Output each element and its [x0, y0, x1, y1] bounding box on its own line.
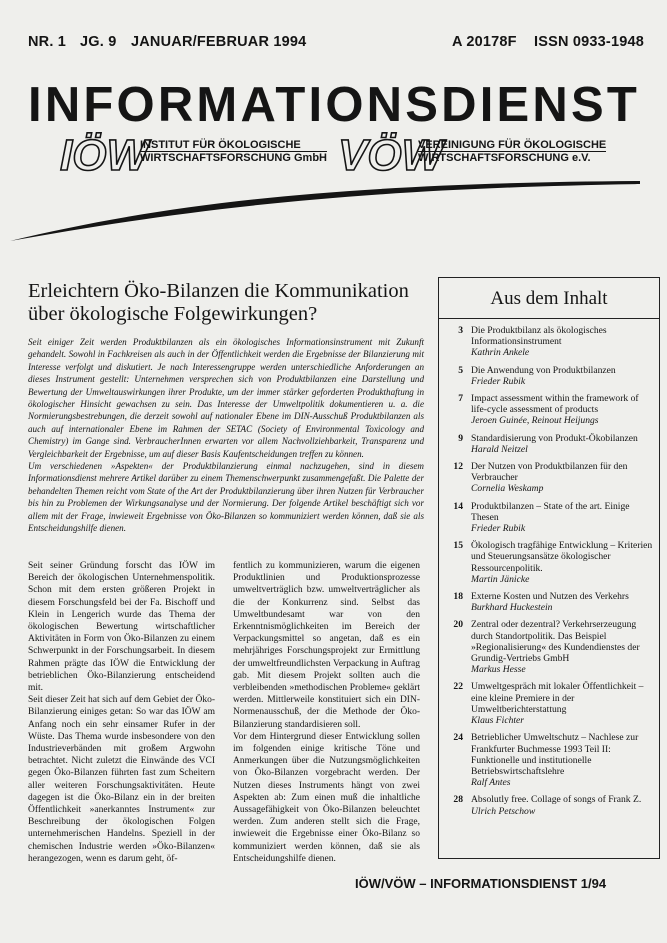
abstract-paragraph: Seit einiger Zeit werden Produktbilanzen als ein ökologisches Informationsinstrument mit Zukunft gehandelt. Sowohl in Fachkreisen als auch in der Öffentlichkeit werden die Ergebnisse der Bilanzierung mit Interesse verfolgt und diskutiert. Je nach Interessengruppe werden unterschiedliche Anforderungen an dieses Instrument gestellt: Unternehmen versprechen sich von Produktbilanzen eine Darstellung und Bewertung der Umweltauswirkungen ihrer Produkte, um der immer stärker geforderten Produkthaftung in ökologischer Hinsicht gewachsen zu sein. Das Interesse der Umweltpolitik dokumentieren u. a. die Normierungsbestrebungen, die derzeit sowohl auf nationaler Ebene im DIN-Ausschuß Produktbilanzen als auch auf internationaler Ebene im Rahmen der SETAC (Society of Environmental Toxicology and Chemistry) im Gange sind. VerbraucherInnen erwarten vor allem Nachvollziehbarkeit, Transparenz und Vergleichbarkeit der Ergebnisse, um auf dieser Basis Kaufentscheidungen treffen zu können. [28, 337, 424, 459]
body-paragraph: Seit seiner Gründung forscht das IÖW im Bereich der ökologischen Unternehmenspolitik. Schon mit dem ersten größeren Projekt in diesem Forschungsfeld bei der Fa. Bischoff und Klein in Lengerich wurde das Thema der ökologischen Bewertung wirtschaftlicher Aktivitäten in Form von Öko-Bilanzen zu einem Schwerpunkt in der Forschungsarbeit. In diesem Rahmen prägte das IÖW die Entwicklung der betrieblichen Öko-Bilanzierung entscheidend mit. [28, 561, 215, 694]
contents-item-title: Produktbilanzen – State of the art. Einige Thesen [471, 500, 630, 523]
contents-page-number: 3 [458, 325, 463, 336]
contents-item [439, 681, 653, 726]
contents-item-title: Betrieblicher Umweltschutz – Nachlese zur Frankfurter Buchmesse 1993 Teil II: Funktionelle und institutionelle Betriebswirtschaftslehre [471, 732, 639, 777]
contents-item-author: Cornelia Weskamp [471, 483, 544, 495]
contents-item [439, 325, 653, 359]
contents-page-number: 14 [453, 500, 463, 512]
contents-item-title: Ökologisch tragfähige Entwicklung – Kriterien und Steuerungsansätze ökologischer Ressourcenpolitik. [471, 540, 653, 574]
iow-name-line2: WIRTSCHAFTSFORSCHUNG GmbH [140, 152, 327, 164]
contents-item-author: Kathrin Ankele [471, 347, 530, 359]
contents-item [439, 732, 653, 788]
volume: JG. 9 [80, 34, 117, 50]
issn: ISSN 0933-1948 [534, 34, 645, 50]
contents-item [439, 393, 653, 427]
vow-name-line2: WIRTSCHAFTSFORSCHUNG e.V. [418, 152, 591, 164]
contents-item-author: Ulrich Petschow [471, 805, 536, 817]
contents-item-author: Martin Jänicke [471, 573, 530, 585]
contents-item [439, 365, 653, 387]
contents-item-author: Frieder Rubik [471, 375, 526, 387]
contents-item-title: Impact assessment within the framework of life-cycle assessment of products [471, 393, 639, 416]
swoosh-decoration [0, 175, 667, 245]
contents-page-number: 18 [453, 591, 463, 603]
contents-item-title: Standardisierung von Produkt-Ökobilanzen [471, 432, 638, 444]
body-column-2 [233, 560, 420, 865]
vow-logo-text: VÖW [338, 131, 444, 180]
contents-list [439, 325, 659, 817]
contents-item-title: Die Produktbilanz als ökologisches Informationsinstrument [471, 325, 607, 348]
contents-item-author: Jeroen Guinée, Reinout Heijungs [471, 415, 599, 427]
iow-logo-icon [60, 131, 148, 180]
contents-item-author: Markus Hesse [471, 664, 526, 676]
contents-item-title: Zentral oder dezentral? Verkehrserzeugung durch Standortpolitik. Das Beispiel »Regionalisierung« des Kundendienstes der Grundig-Vertriebs GmbH [471, 619, 640, 665]
contents-page-number: 5 [458, 364, 463, 376]
article-abstract [28, 336, 424, 535]
contents-item [439, 433, 653, 455]
contents-item-title: Der Nutzen von Produktbilanzen für den Verbraucher [471, 461, 628, 484]
vow-logo-icon [338, 131, 444, 180]
issue-number: NR. 1 [28, 34, 67, 50]
postal-code: A 20178F [452, 34, 517, 50]
contents-item [439, 591, 653, 613]
contents-item-author: Frieder Rubik [471, 523, 526, 535]
contents-page-number: 22 [453, 681, 463, 693]
iow-logo-block [60, 131, 330, 180]
contents-page-number: 28 [453, 794, 463, 806]
article-headline: Erleichtern Öko-Bilanzen die Kommunikation über ökologische Folgewirkungen? [28, 280, 409, 325]
body-paragraph: fentlich zu kommunizieren, warum die eigenen Produktlinien und Produktionsprozesse umweltverträglich bzw. umweltverträglicher als die der Konkurrenz sind. Selbst das Umweltbundesamt war von den Erkenntnismöglichkeiten im Bereich der Verpackungsmittel so angetan, daß es ein mehrjähriges Forschungsprojekt zur Ermittlung der umweltfreundlichsten Verpackung in Auftrag gab. Mit diesem Projekt sollten auch die verbleibenden »methodischen Probleme« geklärt werden. Mittlerweile konstituiert sich ein DIN-Normenausschuß, der die Methode der Öko-Bilanzierung standardisieren soll. [233, 561, 420, 730]
contents-item [439, 794, 653, 816]
contents-item [439, 619, 653, 675]
contents-item-title: Umweltgespräch mit lokaler Öffentlichkeit – eine kleine Premiere in der Umweltberichterstattung [471, 681, 644, 715]
contents-item-author: Ralf Antes [471, 777, 511, 789]
masthead-title: INFORMATIONSDIENST [28, 78, 641, 132]
iow-name-line1: INSTITUT FÜR ÖKOLOGISCHE [140, 139, 327, 152]
contents-page-number: 7 [458, 393, 463, 405]
contents-item [439, 501, 653, 535]
contents-item-title: Die Anwendung von Produktbilanzen [471, 364, 616, 376]
contents-title: Aus dem Inhalt [490, 288, 608, 309]
body-paragraph: Seit dieser Zeit hat sich auf dem Gebiet der Öko-Bilanzierung einiges getan: So war das IÖW am Anfang noch ein sehr einsamer Rufer in der Wüste. Das Thema wurde insbesondere von den Industrieverbänden mit großem Argwohn betrachtet. Nicht zuletzt die Einwände des VCI gegen Öko-Bilanzen führten fast zum Scheitern aller weiteren Forschungsaktivitäten. Heute dagegen ist die Öko-Bilanz ein in der breiten Öffentlichkeit »anerkanntes Instrument« zur Beschreibung der ökologischen Folgen unternehmerischen Handelns. Speziell in der chemischen Industrie werden »Öko-Bilanzen« herangezogen, wenn es darum geht, öf- [28, 695, 215, 864]
footer-title: IÖW/VÖW – INFORMATIONSDIENST 1/94 [355, 876, 607, 891]
vow-logo-block [338, 131, 638, 180]
contents-item-author: Harald Neitzel [471, 443, 528, 455]
body-paragraph: Vor dem Hintergrund dieser Entwicklung sollen im folgenden einige kritische Töne und Anmerkungen über die Nutzungsmöglichkeiten von Öko-Bilanzen vorgebracht werden. Der Nutzen dieses Instruments hängt von zwei Aspekten ab: Zum einen muß die inhaltliche Aussagefähigkeit von Öko-Bilanzen beleuchtet werden. Zum anderen stellt sich die Frage, inwieweit die Ergebnisse einer Öko-Bilanz so kommuniziert werden können, daß sie als Entscheidungshilfe dienen. [233, 731, 420, 864]
contents-item [439, 540, 653, 585]
issue-date: JANUAR/FEBRUAR 1994 [131, 34, 307, 50]
contents-page-number: 24 [453, 732, 463, 744]
contents-item-title: Externe Kosten und Nutzen des Verkehrs [471, 591, 629, 603]
contents-item-author: Burkhard Huckestein [471, 602, 553, 614]
contents-item-author: Klaus Fichter [471, 715, 525, 727]
contents-box [438, 277, 660, 859]
contents-page-number: 12 [453, 461, 463, 473]
vow-name-line1: VEREINIGUNG FÜR ÖKOLOGISCHE [418, 139, 607, 151]
contents-page-number: 15 [453, 540, 463, 552]
body-column-1 [28, 560, 215, 865]
contents-page-number: 9 [458, 432, 463, 444]
contents-item-title: Absolutly free. Collage of songs of Frank Z. [471, 794, 642, 806]
contents-item [439, 461, 653, 495]
abstract-paragraph: Um verschiedenen »Aspekten« der Produktbilanzierung einmal nachzugehen, sind in diesem Informationsdienst mehrere Artikel darüber zu einem Themenschwerpunkt zusammengefaßt. Die Palette der behandelten Themen reicht vom State of the Art der Produktbilanzierung über ihren Nutzen für Verbraucher bis hin zu Problemen der Wirkungsanalyse und der Normierung. Der folgende Artikel beschäftigt sich vor allem mit der Frage, inwieweit Ergebnisse von Öko-Bilanzen so kommuniziert werden können, daß sie als Entscheidungshilfe dienen. [28, 461, 424, 534]
contents-page-number: 20 [453, 619, 463, 631]
iow-logo-text: IÖW [60, 131, 148, 180]
